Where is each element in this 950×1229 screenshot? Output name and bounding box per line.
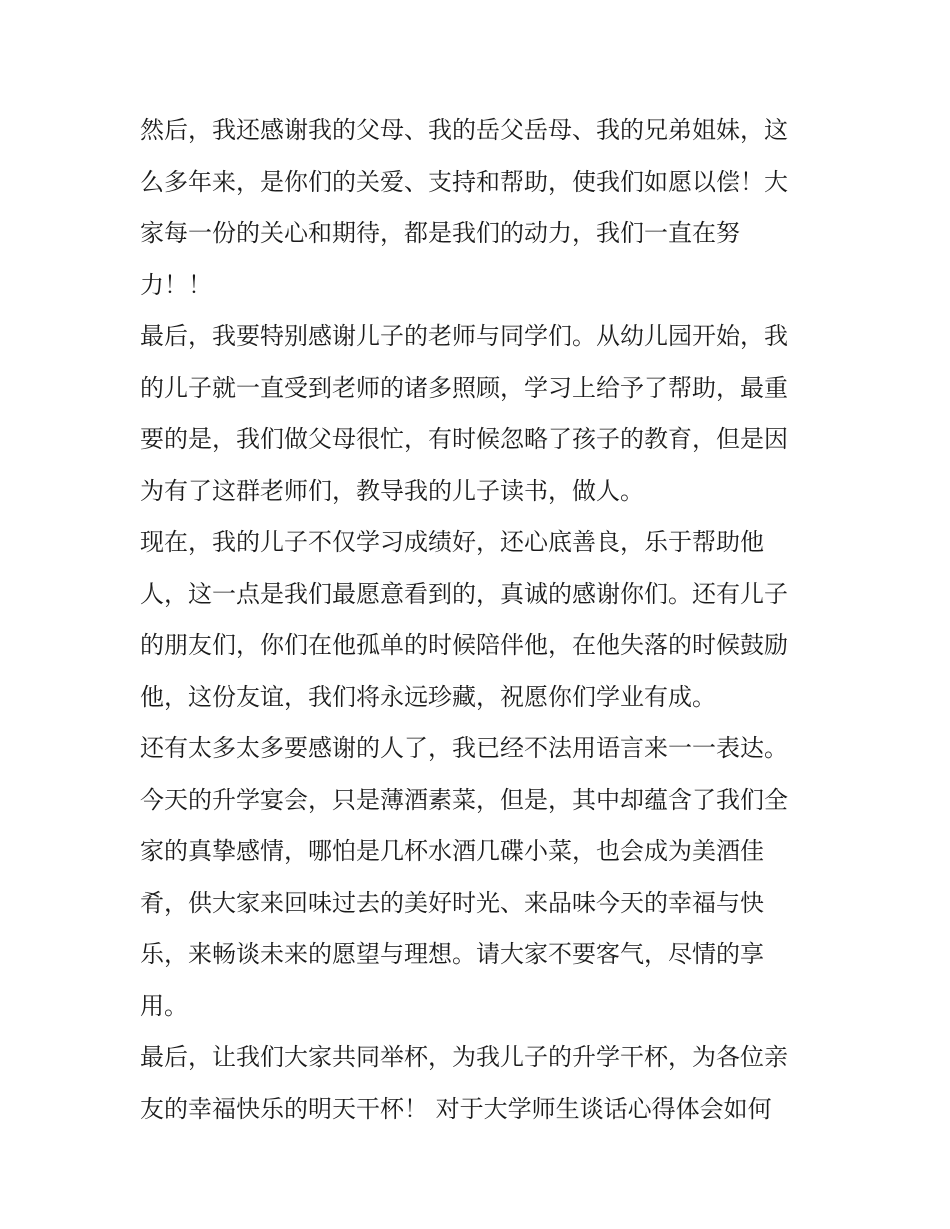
text-line: 要的是，我们做父母很忙，有时候忽略了孩子的教育，但是因 <box>140 425 788 453</box>
text-line: 家的真挚感情，哪怕是几杯水酒几碟小菜，也会成为美酒佳 <box>140 837 764 865</box>
text-line: 家每一份的关心和期待，都是我们的动力，我们一直在努 <box>140 219 740 247</box>
text-line: 现在，我的儿子不仅学习成绩好，还心底善良，乐于帮助他 <box>140 528 764 556</box>
text-line: 用。 <box>140 991 188 1020</box>
text-line: 然后，我还感谢我的父母、我的岳父岳母、我的兄弟姐妹，这 <box>140 116 788 144</box>
text-line: 最后，我要特别感谢儿子的老师与同学们。从幼儿园开始，我 <box>140 322 788 350</box>
text-line: 么多年来，是你们的关爱、支持和帮助，使我们如愿以偿！大 <box>140 167 788 196</box>
text-line: 他，这份友谊，我们将永远珍藏，祝愿你们学业有成。 <box>140 682 716 711</box>
text-line: 的儿子就一直受到老师的诸多照顾，学习上给予了帮助，最重 <box>140 373 788 402</box>
text-line: 还有太多太多要感谢的人了，我已经不法用语言来一一表达。 <box>140 734 788 762</box>
text-line: 为有了这群老师们，教导我的儿子读书，做人。 <box>140 476 644 505</box>
text-line: 友的幸福快乐的明天干杯！ 对于大学师生谈话心得体会如何 <box>140 1094 772 1123</box>
text-line: 力！！ <box>140 270 212 299</box>
text-line: 的朋友们，你们在他孤单的时候陪伴他，在他失落的时候鼓励 <box>140 631 788 659</box>
text-line: 最后，让我们大家共同举杯，为我儿子的升学干杯，为各位亲 <box>140 1043 788 1071</box>
text-line: 今天的升学宴会，只是薄酒素菜，但是，其中却蕴含了我们全 <box>140 785 788 814</box>
text-line: 肴，供大家来回味过去的美好时光、来品味今天的幸福与快 <box>140 888 764 917</box>
document-body <box>140 105 820 1135</box>
text-line: 乐，来畅谈未来的愿望与理想。请大家不要客气，尽情的享 <box>140 940 764 968</box>
text-line: 人，这一点是我们最愿意看到的，真诚的感谢你们。还有儿子 <box>140 579 788 608</box>
